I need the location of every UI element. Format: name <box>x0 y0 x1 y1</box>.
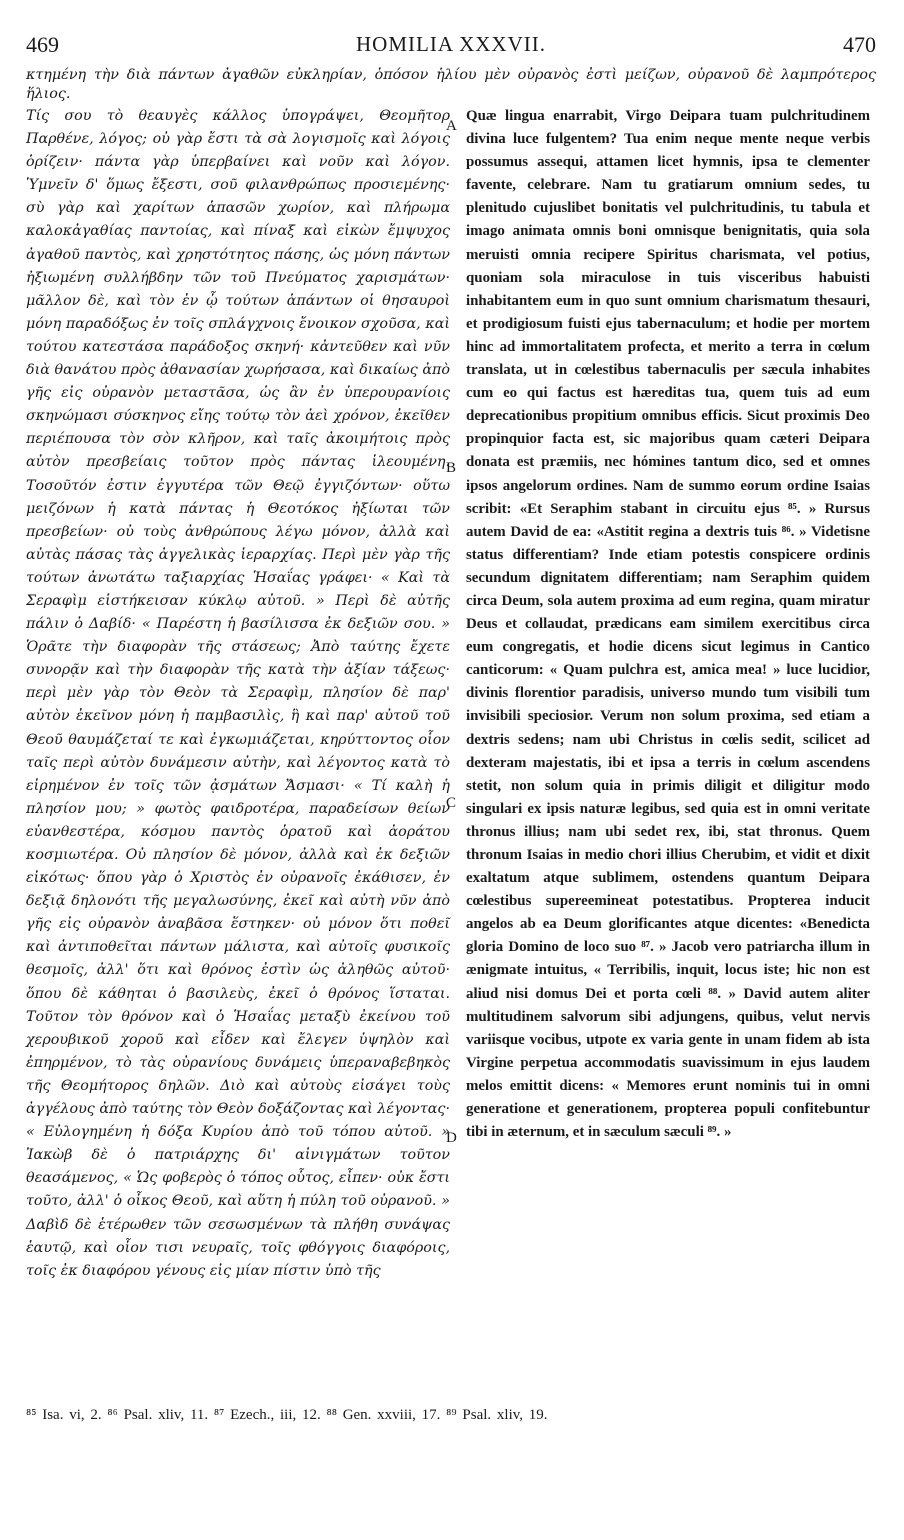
margin-marker-c: C <box>446 795 457 811</box>
footnotes: ⁸⁵ Isa. vi, 2. ⁸⁶ Psal. xliv, 11. ⁸⁷ Ezech., iii, 12. ⁸⁸ Gen. xxviii, 17. ⁸⁹ Psal. xliv, 19. <box>26 1407 548 1423</box>
latin-column-text: Quæ lingua enarrabit, Virgo Deipara tuam pulchritudinem divina luce fulgentem? Tua enim neque mente neque verbis possumus assequi, attamen licet hymnis, ipsa te clementer favente, celebrare. Nam tu gratiarum omnium sedes, tu plenitudo cujuslibet bonitatis vel pulchritudinis, tu tabula et imago animata omnis boni omnisque benignitatis, quia sola meruisti omnia recipere Spiritus charismata, vel potius, quoniam sola miraculose in tuis visceribus habuisti inhabitantem eum in quo sunt omnium charismatum thesauri, et prodigiosum fuisti ejus tabernaculum; et hodie per mortem hinc ad immortalitatem profecta, et merito a terra in cœlum translata, ut in cœlestibus tabernaculis per sæcula inhabites cum eo qui factus est hæreditas tua, quem tuis ad eum deprecationibus propitium omnibus efficis. Sicut proximis Deo propinquior facta est, sic majoribus quam cæteri Deipara donata est præmiis, nec hómines tantum dico, sed et omnes ipsos angelorum ordines. Nam de summo eorum ordine Isaias scribit: «Et Seraphim stabant in circuitu ejus ⁸⁵. » Rursus autem David de ea: «Astitit regina a dextris tuis ⁸⁶. » Videtisne status differentiam? Inde etiam potestis conspicere ordinis secundum dignitatem differentiam; nam Seraphim quidem circa Deum, sola autem proxima ad eum regina, quam miratur Deus et collaudat, prædicans eam similem exercitibus circa eum congregatis, et hodie dicens sicut legimus in Cantico canticorum: « Quam pulchra est, amica mea! » luce lucidior, divinis florentior paradisis, universo mundo tum visibili tum invisibili speciosior. Verum non solum proxima, sed etiam a dextris sedens; nam ubi Christus in cœlis sedit, scilicet ad dexteram majestatis, ibi et ipsa a terris in cœlum ascendens stetit, non solum quia in primis diligit et diligitur modo singulari ex ipsis naturæ legibus, sed quia est in omni veritate thronus illius; nam ubi sedet rex, ibi, stat thronus. Quem thronum Isaias in medio chori illius Cherubim, et vidit et dixit exaltatum atque sublimem, ostendens quantum Deipara cœlestibus supereemineat potestatibus. Propterea inducit angelos ab ea Deum glorificantes atque dicentes: «Benedicta gloria Domino de loco suo ⁸⁷. » Jacob vero patriarcha illum in ænigmate intuitus, « Terribilis, inquit, locus iste; hic non est aliud nisi domus Dei et porta cœli ⁸⁸. » David autem aliter multitudinem salvorum sibi adjungens, quibus, velut nervis variisque vocibus, utpote ex varia gente in unam fidem ab ista Virgine perpetua accommodatis suavissimum in ejus laudem melos emittit dicens: « Memores erunt nominis tui in omni generatione et generationem, propterea populi confitebuntur tibi in æternum, et in sæculum sæculi ⁸⁹. » <box>466 108 870 1141</box>
page-header <box>26 32 876 66</box>
greek-continuation-text: κτημένη τὴν διὰ πάντων ἀγαθῶν εὐκληρίαν, ὁπόσον ἡλίου μὲν οὐρανὸς ἐστὶ μείζων, οὐρανοῦ δὲ λαμπρότερος ἥλιος. <box>26 67 876 103</box>
margin-marker-b: B <box>446 460 457 476</box>
page-number-left: 469 <box>26 32 59 57</box>
page-number-right: 470 <box>843 32 876 57</box>
margin-marker-a: A <box>446 118 457 134</box>
margin-marker-d: D <box>446 1130 457 1146</box>
running-title: HOMILIA XXXVII. <box>356 32 546 56</box>
greek-column-text: Τίς σου τὸ θεαυγὲς κάλλος ὑπογράψει, Θεομῆτορ Παρθένε, λόγος; οὐ γὰρ ἔστι τὰ σὰ λογισμοῖς καὶ λόγοις ὁρίζειν· πάντα γὰρ ὑπερβαίνει καὶ νοῦν καὶ λόγον. Ὑμνεῖν δ' ὅμως ἔξεστι, σοῦ φιλανθρώπως προσιεμένης· σὺ γὰρ καὶ χαρίτων ἁπασῶν χωρίον, καὶ πλήρωμα καλοκἀγαθίας παντοίας, καὶ πίναξ καὶ εἰκὼν ἔμψυχος ἀγαθοῦ παντὸς, καὶ χρηστότητος πάσης, ὡς μόνη πάντων ἠξιωμένη συλλήβδην τῶν τοῦ Πνεύματος χαρισμάτων· μᾶλλον δὲ, καὶ τὸν ἐν ᾧ τούτων ἁπάντων οἱ θησαυροὶ μόνη παραδόξως ἐν τοῖς σπλάγχνοις ἔνοικον σχοῦσα, καὶ τούτου κατεστάσα παράδοξος σκηνή· κἀντεῦθεν καὶ νῦν διὰ θανάτου πρὸς ἀθανασίαν χωρήσασα, καὶ δικαίως ἀπὸ γῆς εἰς οὐρανὸν μεταστᾶσα, ὡς ἂν ἐν ὑπερουρανίοις σκηνώμασι σύσκηνος εἴης τούτῳ τὸν ἀεὶ χρόνον, ἐκεῖθεν περιέπουσα τὸν σὸν κλῆρον, καὶ ταῖς ἀκοιμήτοις πρὸς αὐτὸν πρεσβείαις τοῦτον πρὸς πάντας ἱλεουμένη. Τοσοῦτόν ἐστιν ἐγγυτέρα τῶν Θεῷ ἐγγιζόντων· οὕτω μειζόνων ἡ κατὰ πάντας ἡ Θεοτόκος ἠξίωται τῶν πρεσβείων· οὐ τοὺς ἀνθρώπους λέγω μόνον, ἀλλὰ καὶ αὐτὰς πάσας τὰς ἀγγελικὰς ἱεραρχίας. Περὶ μὲν γὰρ τῆς τούτων ἀνωτάτω ταξιαρχίας Ἡσαΐας γράφει· « Καὶ τὰ Σεραφὶμ εἱστήκεισαν κύκλῳ αὐτοῦ. » Περὶ δὲ αὐτῆς πάλιν ὁ Δαβίδ· « Παρέστη ἡ βασίλισσα ἐκ δεξιῶν σου. » Ὁρᾶτε τὴν διαφορὰν τῆς στάσεως; Ἀπὸ ταύτης ἔχετε συνορᾷν καὶ τὴν διαφορὰν τῆς κατὰ τὴν ἀξίαν τάξεως· περὶ μὲν γὰρ τὸν Θεὸν τὰ Σεραφὶμ, πλησίον δὲ παρ' αὐτὸν ἐκεῖνον μόνη ἡ παμβασιλὶς, ἣ καὶ παρ' αὐτοῦ τοῦ Θεοῦ θαυμάζεταί τε καὶ ἐγκωμιάζεται, κηρύττοντος οἷον ταῖς περὶ αὐτὸν δυνάμεσιν αὐτὴν, καὶ λέγοντος κατὰ τὸ εἰρημένον ἐν τοῖς τῶν ᾀσμάτων Ἄσμασι· « Τί καλὴ ἡ πλησίον μου; » φωτὸς φαιδροτέρα, παραδείσων θείων εὐανθεστέρα, κόσμου παντὸς ὁρατοῦ καὶ ἀοράτου κοσμιωτέρα. Οὐ πλησίον δὲ μόνον, ἀλλὰ καὶ ἐκ δεξιῶν εἰκότως· ὅπου γὰρ ὁ Χριστὸς ἐν οὐρανοῖς ἐκάθισεν, ἐν δεξιᾷ δηλονότι τῆς μεγαλωσύνης, ἐκεῖ καὶ αὐτὴ νῦν ἀπὸ γῆς εἰς οὐρανὸν ἀναβᾶσα ἕστηκεν· οὐ μόνον ὅτι ποθεῖ καὶ ἀντιποθεῖται πάντων μάλιστα, καὶ αὐτοῖς φυσικοῖς θεσμοῖς, ἀλλ' ὅτι καὶ θρόνος ἐστὶν ὡς ἀληθῶς αὐτοῦ· ὅπου δὲ κάθηται ὁ βασιλεὺς, ἐκεῖ ὁ θρόνος ἵσταται. Τοῦτον τὸν θρόνον καὶ ὁ Ἡσαΐας μεταξὺ ἐκείνου τοῦ χερουβικοῦ χοροῦ καὶ εἶδεν καὶ ἔλεγεν ὑψηλὸν καὶ ἐπηρμένον, τὸ τὰς οὐρανίους δυνάμεις ὑπεραναβεβηκὸς τῆς Θεομήτορος δηλῶν. Διὸ καὶ αὐτοὺς εἰσάγει τοὺς ἀγγέλους ἀπὸ ταύτης τὸν Θεὸν δοξάζοντας καὶ λέγοντας· « Εὐλογημένη ἡ δόξα Κυρίου ἀπὸ τοῦ τόπου αὐτοῦ. » Ἰακὼβ δὲ ὁ πατριάρχης δι' αἰνιγμάτων τοῦτον θεασάμενος, « Ὡς φοβερὸς ὁ τόπος οὗτος, εἶπεν· οὐκ ἔστι τοῦτο, ἀλλ' ὁ οἶκος Θεοῦ, καὶ αὕτη ἡ πύλη τοῦ οὐρανοῦ. » Δαβὶδ δὲ ἑτέρωθεν τῶν σεσωσμένων τὰ πλήθη συνάψας ἑαυτῷ, καὶ οἷον τισι νευραῖς, τοῖς φθόγγοις διαφόροις, τοῖς ἐκ διαφόρου γένους εἰς μίαν πίστιν ὑπὸ τῆς <box>26 108 450 1279</box>
